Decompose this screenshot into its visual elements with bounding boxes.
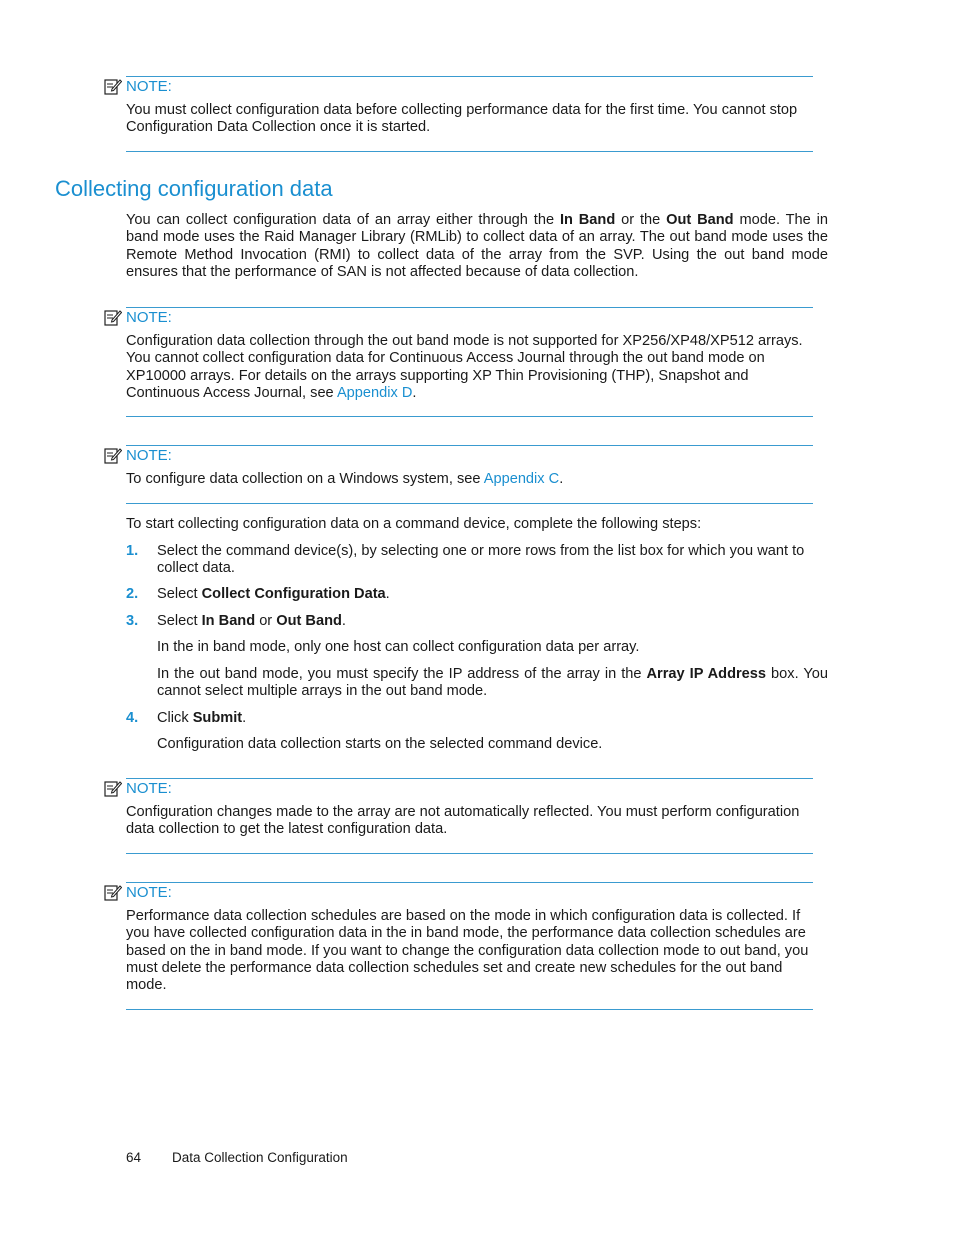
note-text: You must collect configuration data before collecting performance data for the first time. You cannot stop Configuration Data Collection once it is started. bbox=[126, 102, 798, 136]
step-text-3: . bbox=[341, 613, 346, 629]
note-top-rule bbox=[126, 882, 813, 883]
step-number: 2. bbox=[126, 586, 139, 602]
step-number: 4. bbox=[126, 710, 139, 726]
step-bold-1: In Band bbox=[201, 613, 256, 629]
step-text bbox=[157, 613, 828, 630]
intro-text-3: mode. The in band mode uses the Raid Manager Library (RMLib) to collect data of an array. The out band mode uses the Remote Method Invocation (RMI) to collect data of the array from the SVP. Using the out band mode ensures that the performance of SAN is not affected because of data collection. bbox=[126, 212, 829, 280]
step-text-1: Select bbox=[157, 586, 202, 602]
intro-text-2: or the bbox=[615, 212, 667, 228]
note-bottom-rule bbox=[126, 416, 813, 417]
intro-bold-inband: In Band bbox=[559, 212, 616, 228]
note-label: NOTE: bbox=[126, 309, 172, 326]
note-top-rule bbox=[126, 445, 813, 446]
note-label: NOTE: bbox=[126, 780, 172, 797]
appendix-d-link[interactable]: Appendix D bbox=[336, 384, 413, 401]
detail-text-2: box. You cannot select multiple arrays in the out band mode. bbox=[157, 666, 829, 700]
step-text-2: . bbox=[242, 710, 247, 726]
note-header bbox=[104, 78, 172, 95]
steps-intro: To start collecting configuration data on a command device, complete the following steps: bbox=[126, 516, 702, 532]
note-pencil-icon bbox=[104, 884, 122, 901]
note-header bbox=[104, 309, 172, 326]
note-bottom-rule bbox=[126, 503, 813, 504]
note-text bbox=[126, 471, 816, 488]
note-text: Performance data collection schedules are based on the mode in which configuration data is collected. If you have collected configuration data in the in band mode, the performance data collection schedules are based on the in band mode. If you want to change the configuration data collection mode to out band, you must delete the performance data collection schedules set and create new schedules for the out band mode. bbox=[126, 908, 809, 994]
note-text-after: . bbox=[412, 384, 417, 401]
step-3-detail-1: In the in band mode, only one host can collect configuration data per array. bbox=[157, 639, 640, 655]
note-label: NOTE: bbox=[126, 78, 172, 95]
note-header bbox=[104, 447, 172, 464]
footer-title: Data Collection Configuration bbox=[172, 1150, 348, 1165]
note-pencil-icon bbox=[104, 447, 122, 464]
step-text bbox=[157, 710, 828, 727]
step-bold-1: Collect Configuration Data bbox=[201, 586, 386, 602]
note-bottom-rule bbox=[126, 151, 813, 152]
note-top-rule bbox=[126, 76, 813, 77]
step-text-1: Click bbox=[157, 710, 193, 726]
appendix-c-link[interactable]: Appendix C bbox=[483, 471, 560, 487]
step-number: 3. bbox=[126, 613, 139, 629]
note-bottom-rule bbox=[126, 853, 813, 854]
intro-text-1: You can collect configuration data of an array either through the bbox=[126, 212, 560, 228]
note-bottom-rule bbox=[126, 1009, 813, 1010]
note-text-before: Configuration data collection through the out band mode is not supported for XP256/XP48/XP512 arrays. You cannot collect configuration data for Continuous Access Journal through the out band mode on XP10000 arrays. For details on the arrays supporting XP Thin Provisioning (THP), Snapshot and Continuous Access Journal, see bbox=[126, 333, 803, 401]
step-bold-2: Out Band bbox=[276, 613, 342, 629]
note-top-rule bbox=[126, 778, 813, 779]
note-pencil-icon bbox=[104, 78, 122, 95]
step-bold-1: Submit bbox=[192, 710, 243, 726]
step-text: Select the command device(s), by selecting one or more rows from the list box for which you want to collect data. bbox=[157, 543, 805, 577]
note-text bbox=[126, 333, 816, 402]
step-text bbox=[157, 586, 828, 603]
note-text-after: . bbox=[559, 471, 564, 487]
note-text-before: To configure data collection on a Windows system, see bbox=[126, 471, 484, 487]
detail-text-1: In the out band mode, you must specify the IP address of the array in the bbox=[157, 666, 647, 682]
intro-paragraph bbox=[126, 212, 828, 281]
note-pencil-icon bbox=[104, 309, 122, 326]
note-text: Configuration changes made to the array are not automatically reflected. You must perform configuration data collection to get the latest configuration data. bbox=[126, 804, 800, 838]
section-heading: Collecting configuration data bbox=[55, 176, 333, 201]
step-3-detail-2 bbox=[157, 666, 828, 701]
note-label: NOTE: bbox=[126, 447, 172, 464]
note-pencil-icon bbox=[104, 780, 122, 797]
step-text-2: or bbox=[255, 613, 277, 629]
note-top-rule bbox=[126, 307, 813, 308]
step-text-2: . bbox=[385, 586, 390, 602]
note-label: NOTE: bbox=[126, 884, 172, 901]
step-text-1: Select bbox=[157, 613, 202, 629]
note-header bbox=[104, 780, 172, 797]
detail-bold-ip: Array IP Address bbox=[646, 666, 767, 682]
intro-bold-outband: Out Band bbox=[666, 212, 734, 228]
note-header bbox=[104, 884, 172, 901]
page-number: 64 bbox=[126, 1150, 142, 1165]
step-number: 1. bbox=[126, 543, 139, 559]
step-4-detail: Configuration data collection starts on the selected command device. bbox=[157, 736, 603, 752]
